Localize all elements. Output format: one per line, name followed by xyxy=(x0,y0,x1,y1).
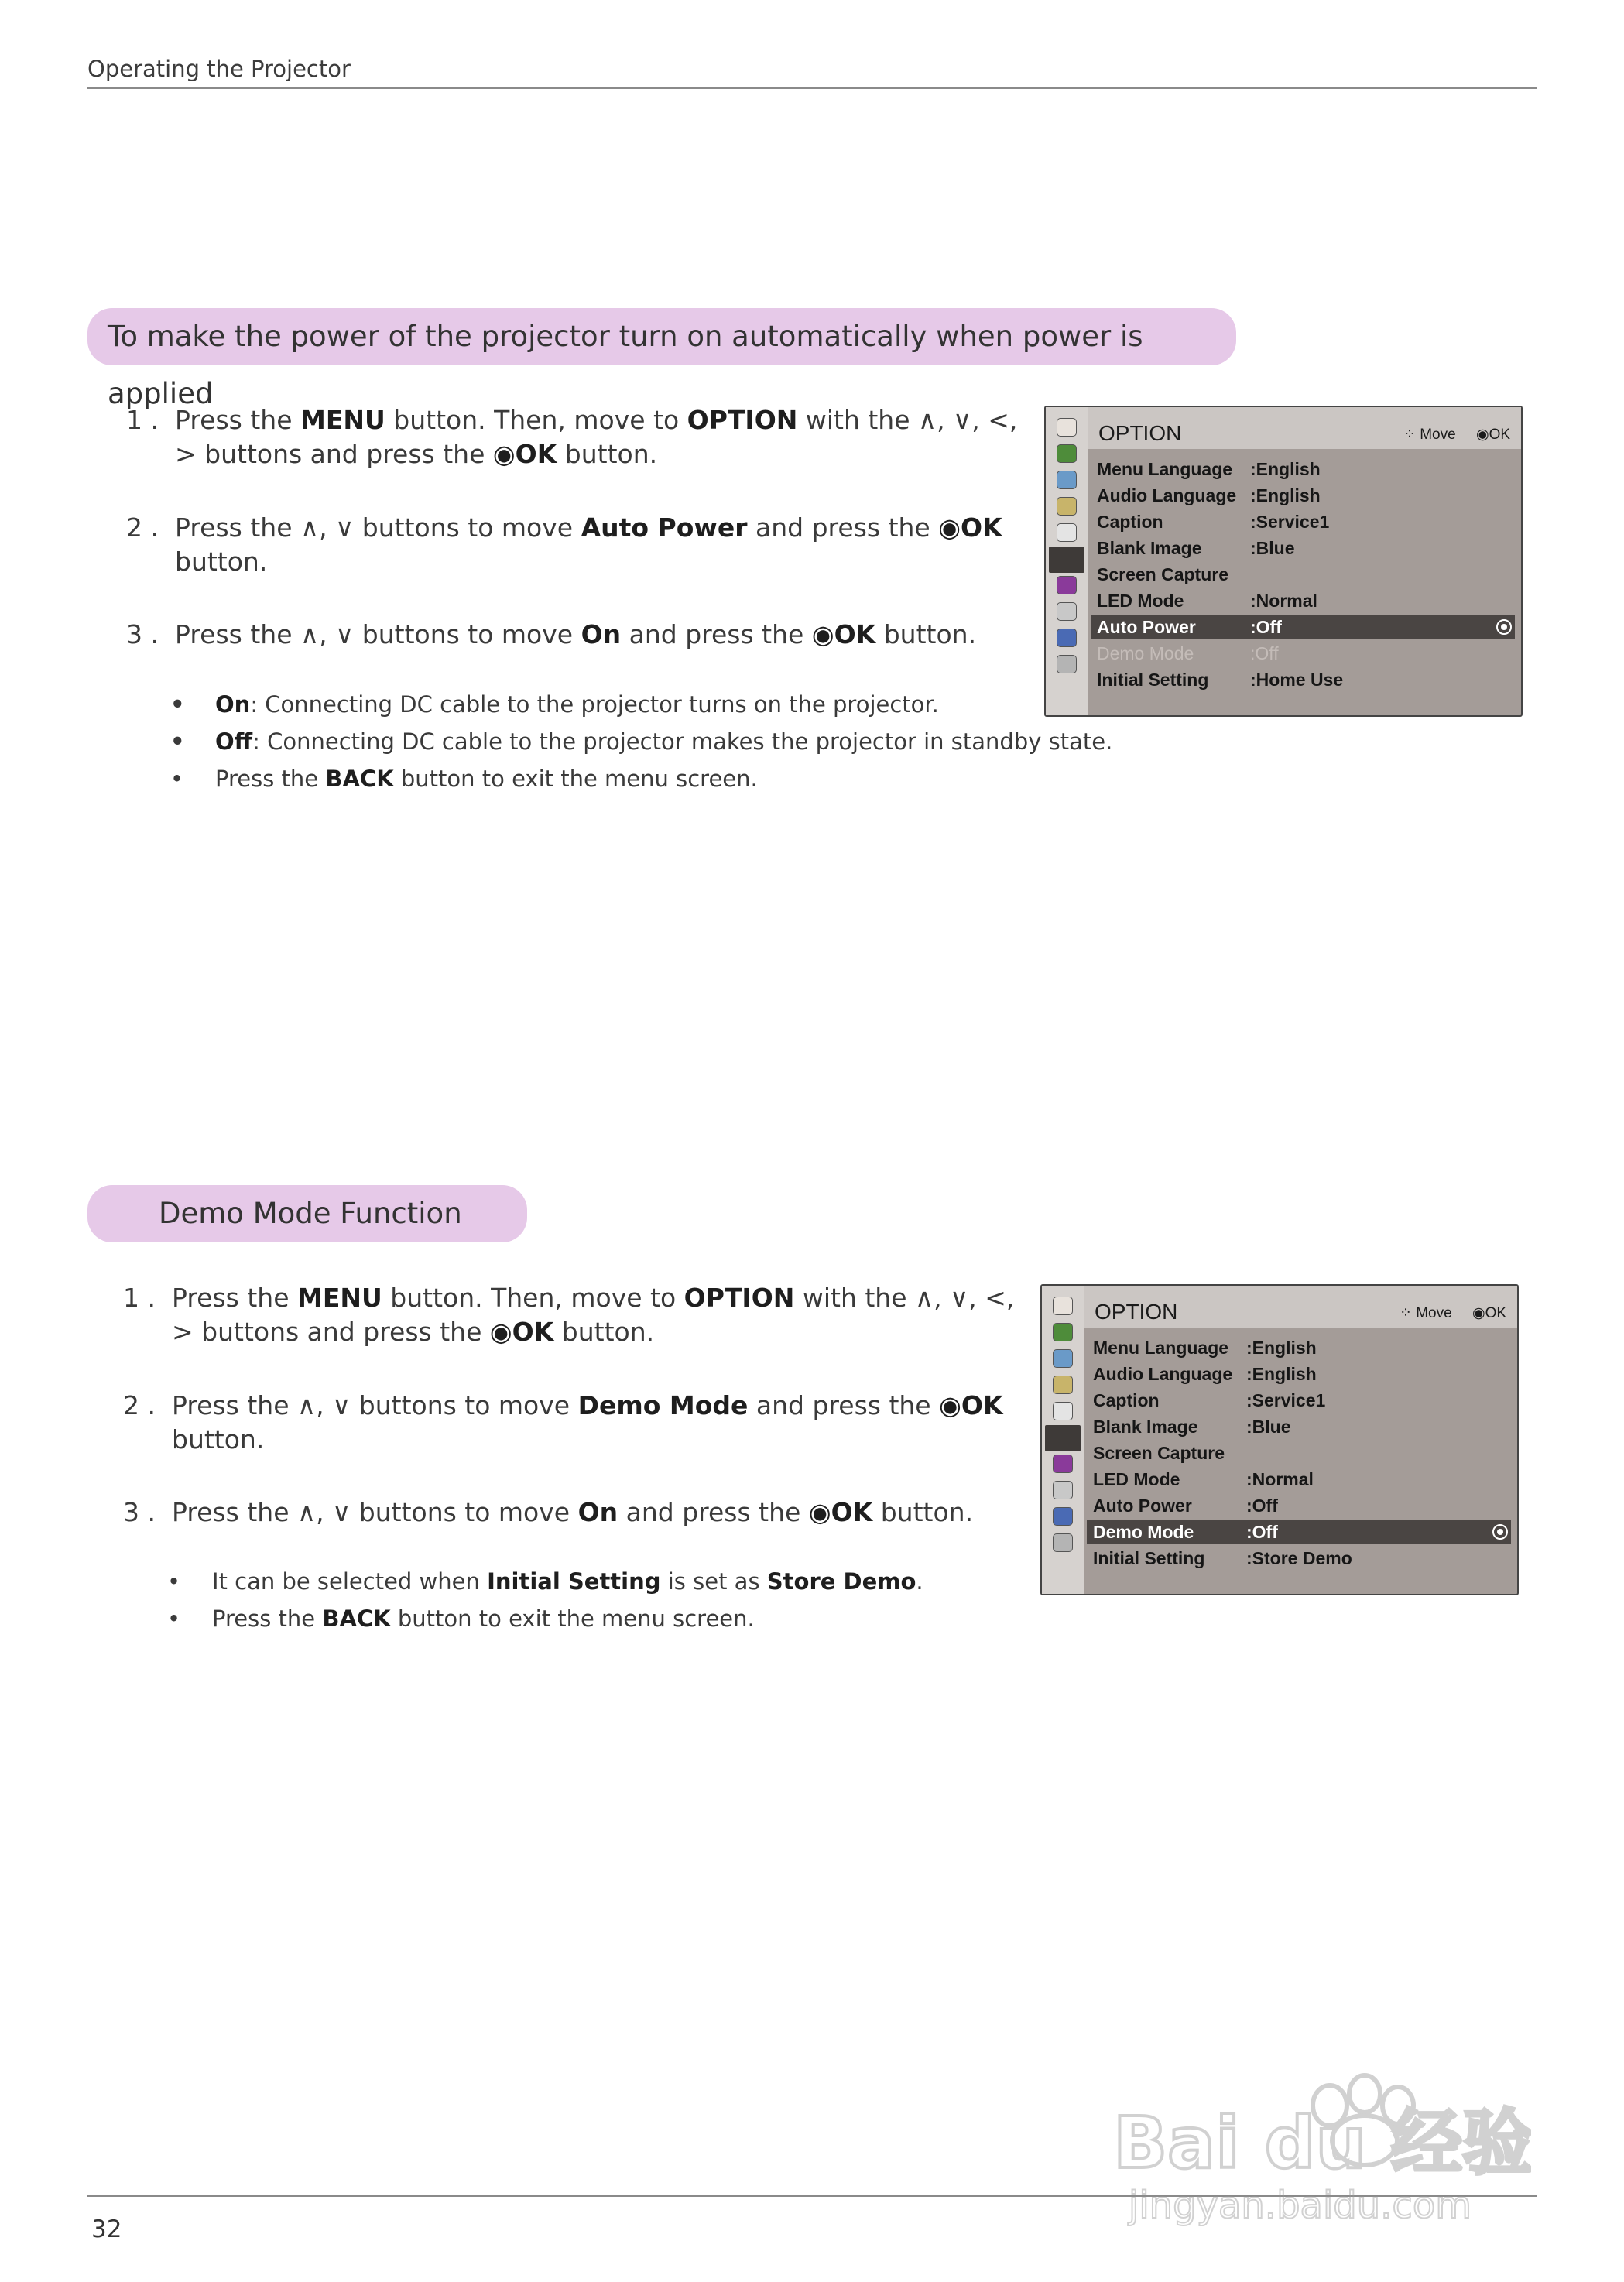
bullet-dot: • xyxy=(170,766,184,792)
ok-select-icon xyxy=(1492,1524,1508,1540)
menu-row-label: Demo Mode xyxy=(1097,643,1194,663)
step-text: Press the ∧, ∨ buttons to move xyxy=(175,512,581,543)
step-text: > buttons and press the xyxy=(172,1317,490,1347)
option-icon[interactable] xyxy=(1049,547,1084,573)
bullet-back xyxy=(170,763,1177,794)
move-label: Move xyxy=(1416,1305,1452,1321)
step-3 xyxy=(126,618,1040,653)
input-icon[interactable] xyxy=(1057,602,1077,621)
clock-icon[interactable] xyxy=(1057,497,1077,516)
step-number: 1 . xyxy=(126,405,159,435)
menu-row-label: Auto Power xyxy=(1097,617,1196,637)
baidu-paw-logo xyxy=(1098,2051,1531,2229)
menu-row-label: Demo Mode xyxy=(1093,1522,1194,1542)
baidu-watermark xyxy=(1098,2051,1531,2229)
section-heading-demo-mode: Demo Mode Function xyxy=(87,1185,527,1242)
step-text: with the ∧, ∨, <, xyxy=(797,405,1018,435)
bullet-text: button to exit the menu screen. xyxy=(390,1605,755,1632)
bullet-initial-setting xyxy=(167,1566,1173,1597)
menu-row-screen-capture[interactable] xyxy=(1091,562,1515,587)
menu-row-value: :Off xyxy=(1246,1522,1278,1542)
demo-mode-key: Demo Mode xyxy=(577,1390,749,1420)
menu-row-label: Initial Setting xyxy=(1097,670,1209,690)
move-arrows-icon: ⁘ xyxy=(1403,427,1416,443)
step-number: 2 . xyxy=(123,1390,156,1420)
auto-power-key: Auto Power xyxy=(581,512,748,543)
step-text: and press the xyxy=(618,1497,809,1527)
menu-key: MENU xyxy=(300,405,385,435)
menu-row-label: LED Mode xyxy=(1093,1469,1180,1489)
timer-icon[interactable] xyxy=(1057,523,1077,542)
step-number: 2 . xyxy=(126,512,159,543)
bullet-off xyxy=(170,726,1177,757)
menu-row-audio-language[interactable] xyxy=(1087,1362,1511,1386)
step-text: with the ∧, ∨, <, xyxy=(794,1283,1015,1313)
step-text: Press the xyxy=(172,1283,297,1313)
menu-row-value: :Off xyxy=(1246,1496,1278,1516)
menu-sidebar xyxy=(1042,1286,1084,1594)
menu-row-demo-mode[interactable] xyxy=(1091,641,1515,666)
picture-icon[interactable] xyxy=(1053,1297,1073,1315)
menu-row-blank-image[interactable] xyxy=(1087,1414,1511,1439)
option-menu-demo-mode xyxy=(1040,1284,1519,1595)
step-3 xyxy=(123,1496,1036,1531)
bullet-text: : Connecting DC cable to the projector makes the projector in standby state. xyxy=(252,728,1113,755)
step-text: button. xyxy=(872,1497,974,1527)
menu-key: MENU xyxy=(297,1283,382,1313)
menu-row-demo-mode[interactable] xyxy=(1087,1520,1511,1544)
bullet-text: Press the xyxy=(212,1605,323,1632)
menu-row-value: :Store Demo xyxy=(1246,1548,1352,1568)
step-text: Press the ∧, ∨ buttons to move xyxy=(172,1497,578,1527)
info-icon[interactable] xyxy=(1057,576,1077,594)
ok-key: ◉OK xyxy=(938,512,1002,543)
menu-row-label: Caption xyxy=(1097,512,1163,532)
watermark-brand: Bai du 经验 xyxy=(1113,2102,1531,2184)
menu-row-value: :Off xyxy=(1250,617,1282,637)
step-text: and press the xyxy=(747,512,939,543)
header-rule xyxy=(87,87,1537,89)
menu-row-value: :Service1 xyxy=(1246,1390,1326,1410)
menu-row-led-mode[interactable] xyxy=(1091,588,1515,613)
menu-row-value: :Normal xyxy=(1250,591,1317,611)
step-text: button. Then, move to xyxy=(385,405,687,435)
bullet-text: : Connecting DC cable to the projector turns on the projector. xyxy=(250,691,939,718)
menu-row-auto-power[interactable] xyxy=(1091,615,1515,639)
menu-row-value: :English xyxy=(1250,459,1321,479)
menu-row-label: Blank Image xyxy=(1093,1417,1198,1437)
menu-row-label: LED Mode xyxy=(1097,591,1184,611)
menu-row-auto-power[interactable] xyxy=(1087,1493,1511,1518)
menu-row-label: Screen Capture xyxy=(1093,1443,1225,1463)
bullet-text: . xyxy=(916,1568,923,1595)
clock-icon[interactable] xyxy=(1053,1376,1073,1394)
ok-key: ◉OK xyxy=(811,619,876,649)
step-1 xyxy=(126,403,1040,473)
step-number: 3 . xyxy=(126,619,159,649)
menu-row-value: :Service1 xyxy=(1250,512,1330,532)
step-number: 1 . xyxy=(123,1283,156,1313)
display-icon[interactable] xyxy=(1053,1349,1073,1368)
menu-row-label: Audio Language xyxy=(1097,485,1237,505)
timer-icon[interactable] xyxy=(1053,1402,1073,1420)
ok-hint: ◉OK xyxy=(1476,427,1511,443)
ok-key: ◉OK xyxy=(939,1390,1003,1420)
picture-icon[interactable] xyxy=(1057,418,1077,437)
bullet-on xyxy=(170,689,1177,720)
store-demo-term: Store Demo xyxy=(766,1568,916,1595)
ok-key: ◉OK xyxy=(489,1317,554,1347)
media-icon[interactable] xyxy=(1057,655,1077,673)
ok-key: ◉OK xyxy=(492,439,557,469)
option-menu-auto-power xyxy=(1044,406,1523,717)
step-2 xyxy=(123,1389,1036,1458)
menu-row-value: :English xyxy=(1246,1364,1317,1384)
step-text: button. xyxy=(172,1424,265,1455)
back-key: BACK xyxy=(322,1605,391,1632)
menu-row-label: Audio Language xyxy=(1093,1364,1233,1384)
move-hint xyxy=(1403,426,1456,444)
section-heading-auto-power: To make the power of the projector turn on automatically when power is applied xyxy=(87,308,1236,365)
back-key: BACK xyxy=(325,766,394,792)
ok-key: ◉OK xyxy=(808,1497,873,1527)
menu-row-value: :Home Use xyxy=(1250,670,1344,690)
menu-row-initial-setting[interactable] xyxy=(1091,667,1515,692)
move-label: Move xyxy=(1420,427,1456,443)
menu-row-label: Auto Power xyxy=(1093,1496,1192,1516)
menu-row-value: :English xyxy=(1250,485,1321,505)
step-2 xyxy=(126,511,1040,581)
bullet-term: Off xyxy=(215,728,253,755)
move-hint xyxy=(1400,1304,1452,1322)
settings-icon[interactable] xyxy=(1053,1507,1073,1526)
running-header: Operating the Projector xyxy=(87,56,351,82)
on-key: On xyxy=(581,619,622,649)
menu-row-label: Blank Image xyxy=(1097,538,1202,558)
step-text: Press the ∧, ∨ buttons to move xyxy=(175,619,581,649)
ok-select-icon xyxy=(1496,619,1512,635)
screen-icon[interactable] xyxy=(1057,444,1077,463)
step-text: and press the xyxy=(621,619,812,649)
bullet-back xyxy=(167,1603,1173,1634)
input-icon[interactable] xyxy=(1053,1481,1073,1499)
step-text: button. xyxy=(175,547,268,577)
step-text: button. Then, move to xyxy=(382,1283,684,1313)
menu-row-audio-language[interactable] xyxy=(1091,483,1515,508)
screen-icon[interactable] xyxy=(1053,1323,1073,1341)
menu-row-label: Menu Language xyxy=(1097,459,1233,479)
step-text: Press the ∧, ∨ buttons to move xyxy=(172,1390,578,1420)
bullet-text: Press the xyxy=(215,766,326,792)
menu-row-menu-language[interactable] xyxy=(1087,1335,1511,1360)
step-1 xyxy=(123,1281,1036,1351)
menu-row-caption[interactable] xyxy=(1091,509,1515,534)
option-icon[interactable] xyxy=(1045,1425,1081,1451)
step-text: > buttons and press the xyxy=(175,439,493,469)
bullet-text: is set as xyxy=(660,1568,767,1595)
menu-row-value: :English xyxy=(1246,1338,1317,1358)
bullet-text: button to exit the menu screen. xyxy=(393,766,758,792)
settings-icon[interactable] xyxy=(1057,629,1077,647)
menu-sidebar xyxy=(1046,407,1088,715)
step-text: button. xyxy=(557,439,658,469)
info-icon[interactable] xyxy=(1053,1455,1073,1473)
menu-title: OPTION xyxy=(1098,421,1182,445)
menu-row-label: Caption xyxy=(1093,1390,1160,1410)
menu-row-value: :Blue xyxy=(1250,538,1295,558)
option-key: OPTION xyxy=(687,405,798,435)
step-number: 3 . xyxy=(123,1497,156,1527)
bullet-dot: • xyxy=(167,1605,181,1632)
menu-row-blank-image[interactable] xyxy=(1091,536,1515,560)
bullet-term: On xyxy=(215,691,251,718)
step-text: button. xyxy=(875,619,977,649)
menu-row-menu-language[interactable] xyxy=(1091,457,1515,481)
bullet-dot: • xyxy=(170,691,185,718)
menu-row-initial-setting[interactable] xyxy=(1087,1546,1511,1571)
bullet-dot: • xyxy=(170,728,185,755)
menu-row-label: Initial Setting xyxy=(1093,1548,1205,1568)
menu-row-value: :Blue xyxy=(1246,1417,1291,1437)
initial-setting-term: Initial Setting xyxy=(487,1568,661,1595)
menu-row-caption[interactable] xyxy=(1087,1388,1511,1413)
ok-hint: ◉OK xyxy=(1472,1305,1507,1321)
step-text: button. xyxy=(553,1317,655,1347)
step-text: and press the xyxy=(748,1390,940,1420)
menu-row-led-mode[interactable] xyxy=(1087,1467,1511,1492)
page-number: 32 xyxy=(91,2215,122,2243)
menu-title: OPTION xyxy=(1095,1300,1178,1324)
display-icon[interactable] xyxy=(1057,471,1077,489)
bullet-dot: • xyxy=(167,1568,181,1595)
menu-row-label: Screen Capture xyxy=(1097,564,1229,584)
bullet-text: It can be selected when xyxy=(212,1568,488,1595)
on-key: On xyxy=(577,1497,618,1527)
menu-row-value: :Off xyxy=(1250,643,1279,663)
menu-row-value: :Normal xyxy=(1246,1469,1314,1489)
menu-row-screen-capture[interactable] xyxy=(1087,1441,1511,1465)
option-key: OPTION xyxy=(684,1283,795,1313)
step-text: Press the xyxy=(175,405,300,435)
watermark-url: jingyan.baidu.com xyxy=(1129,2184,1472,2227)
move-arrows-icon: ⁘ xyxy=(1400,1305,1412,1321)
menu-row-label: Menu Language xyxy=(1093,1338,1229,1358)
media-icon[interactable] xyxy=(1053,1533,1073,1552)
